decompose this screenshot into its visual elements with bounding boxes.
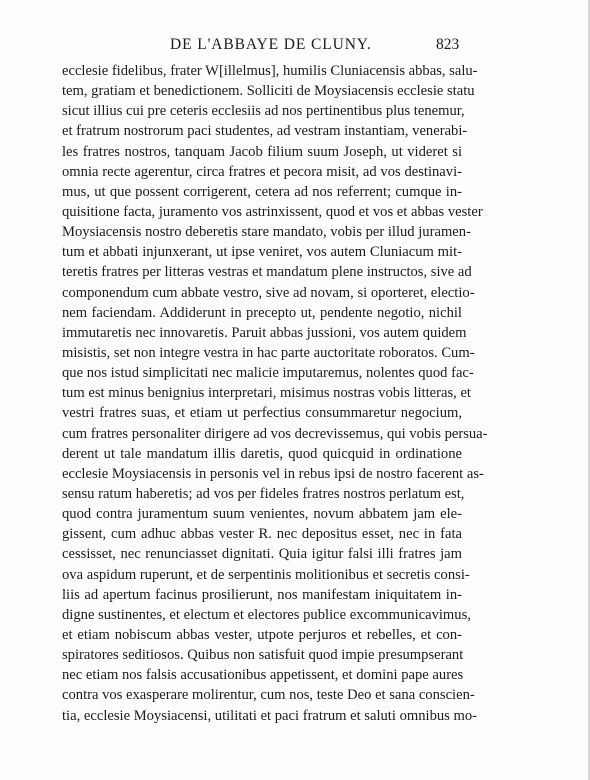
text-line: spiratores seditiosos. Quibus non satisfuit quod impie presumpserant — [62, 647, 464, 664]
running-head — [62, 36, 462, 56]
text-line: cessisset, nec renunciasset dignitati. Quia igitur falsi illi fratres jam — [62, 546, 462, 563]
text-line: teretis fratres per litteras vestras et mandatum plene instructos, sive ad — [62, 264, 472, 281]
text-line: derent ut tale mandatum illis daretis, quod quicquid in ordinatione — [62, 445, 462, 462]
text-line: tem, gratiam et benedictionem. Solliciti de Moysiacensis ecclesie statu — [62, 83, 475, 100]
text-line: et etiam nobiscum abbas vester, utpote perjuros et rebelles, et con- — [62, 626, 462, 643]
body-text — [62, 61, 488, 726]
page-number: 823 — [436, 36, 460, 53]
text-line: componendum cum abbate vestro, sive ad novam, si oporteret, electio- — [62, 284, 475, 301]
text-line: tum et abbati injunxerant, ut ipse veniret, vos autem Cluniacum mit- — [62, 244, 462, 261]
text-line: sensu ratum haberetis; ad vos per fideles fratres nostros perlatum est, — [62, 485, 465, 502]
text-line: liis ad apertum facinus prosilierunt, nos manifestam iniquitatem in- — [62, 586, 462, 603]
text-line: et fratrum nostrorum paci studentes, ad vestram instantiam, venerabi- — [62, 123, 468, 140]
text-line: ova aspidum ruperunt, et de serpentinis molitionibus et secretis consi- — [62, 566, 470, 583]
text-line: ecclesie Moysiacensis in personis vel in rebus ipsi de nostro facerent as- — [62, 465, 484, 482]
text-line: digne sustinentes, et electum et electores publice excommunicavimus, — [62, 606, 471, 623]
text-line: misistis, set non integre vestra in hac parte auctoritate roboratos. Cum- — [62, 344, 475, 361]
text-line: nem faciendam. Addiderunt in precepto ut, pendente negotio, nichil — [62, 304, 462, 321]
text-line: ecclesie fidelibus, frater W[illelmus], humilis Cluniacensis abbas, salu- — [62, 63, 478, 79]
text-line: vestri fratres suas, et etiam ut perfectius consummaretur negocium, — [62, 405, 462, 422]
text-line: quod contra juramentum suum venientes, novum abbatem jam ele- — [62, 506, 462, 523]
text-line: immutaretis nec innovaretis. Paruit abbas jussioni, vos autem quidem — [62, 324, 467, 341]
text-line: nec etiam nos falsis accusationibus appetissent, et domini pape aures — [62, 667, 464, 684]
text-line: Moysiacensis nostro deberetis stare mandato, vobis per illud juramen- — [62, 224, 471, 241]
text-line: gissent, cum adhuc abbas vester R. nec depositus esset, nec in fata — [62, 526, 462, 543]
text-line: contra vos exasperare molirentur, cum nos, teste Deo et sana conscien- — [62, 687, 475, 704]
running-title: DE L'ABBAYE DE CLUNY. — [170, 36, 372, 53]
text-line: sicut illius cui pre ceteris ecclesiis ad nos pertinentibus plus tenemur, — [62, 103, 465, 120]
text-line: mus, ut que possent corrigerent, cetera ad nos referrent; cumque in- — [62, 183, 462, 200]
text-line: tia, ecclesie Moysiacensi, utilitati et paci fratrum et saluti omnibus mo- — [62, 707, 477, 724]
text-line: omnia recte agerentur, circa fratres et pecora misit, ad vos destinavi- — [62, 163, 462, 180]
text-line: quisitione facta, juramento vos astrinxissent, quod et vos et abbas vester — [62, 203, 483, 220]
text-line: cum fratres personaliter dirigere ad vos decrevissemus, qui vobis persua- — [62, 425, 488, 442]
text-line: tum est minus benignius interpretari, misimus nostras vobis litteras, et — [62, 385, 471, 402]
text-line: les fratres nostros, tanquam Jacob filium suum Joseph, ut videret si — [62, 143, 462, 160]
text-line: que nos istud simplicitati nec malicie imputaremus, nolentes quod fac- — [62, 365, 474, 382]
